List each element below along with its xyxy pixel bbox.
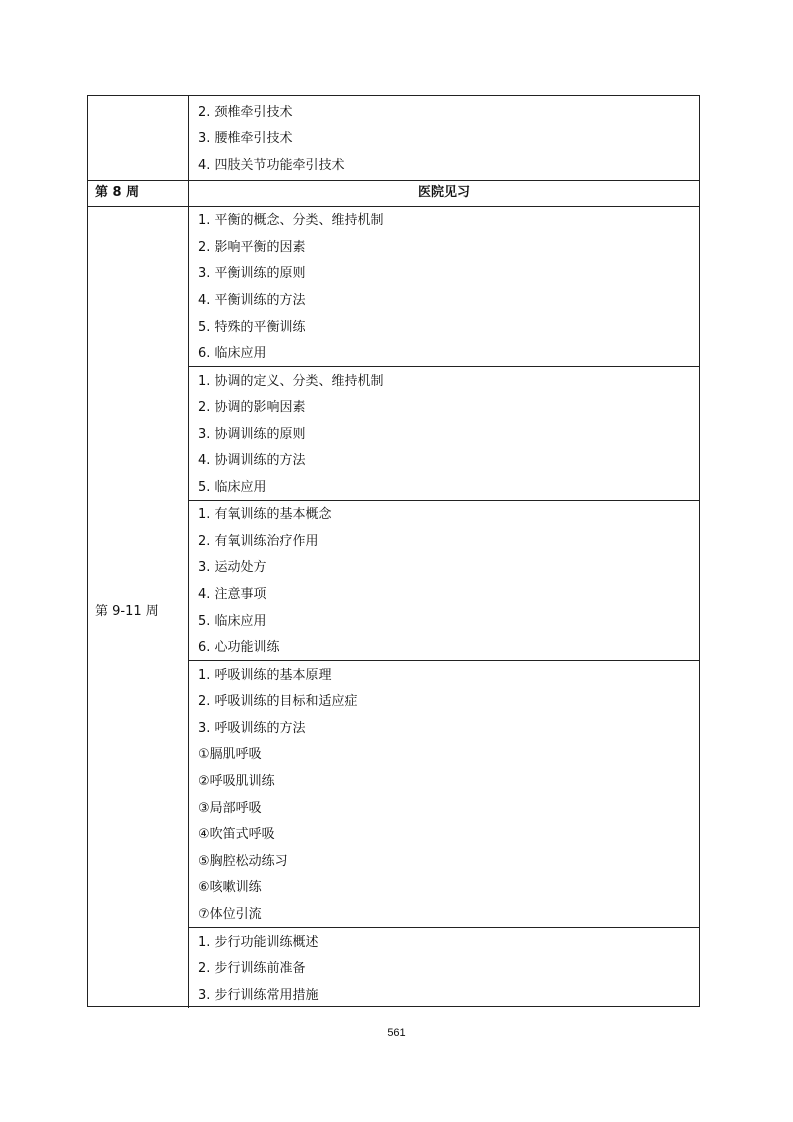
list-item: 2. 协调的影响因素 [198, 400, 306, 415]
list-item: 3. 呼吸训练的方法 [198, 721, 306, 736]
row-divider [88, 206, 699, 207]
section-divider [188, 366, 699, 367]
list-item: 1. 平衡的概念、分类、维持机制 [198, 213, 384, 228]
section-divider [188, 500, 699, 501]
page-number: 561 [387, 1027, 406, 1039]
section-divider [188, 660, 699, 661]
list-item: ②呼吸肌训练 [198, 774, 275, 789]
list-item: ⑦体位引流 [198, 907, 262, 922]
section-divider [188, 927, 699, 928]
list-item: ①膈肌呼吸 [198, 747, 262, 762]
list-item: 2. 有氧训练治疗作用 [198, 534, 319, 549]
list-item: 3. 协调训练的原则 [198, 427, 306, 442]
list-item: 1. 协调的定义、分类、维持机制 [198, 374, 384, 389]
list-item: 4. 注意事项 [198, 587, 267, 602]
list-item: 5. 临床应用 [198, 614, 267, 629]
list-item: 1. 呼吸训练的基本原理 [198, 668, 332, 683]
list-item: 4. 四肢关节功能牵引技术 [198, 158, 345, 173]
list-item: ⑤胸腔松动练习 [198, 854, 288, 869]
list-item: 4. 协调训练的方法 [198, 453, 306, 468]
list-item: 6. 临床应用 [198, 346, 267, 361]
column-divider [188, 96, 189, 1008]
list-item: 3. 平衡训练的原则 [198, 266, 306, 281]
list-item: 2. 步行训练前准备 [198, 961, 306, 976]
list-item: 1. 有氧训练的基本概念 [198, 507, 332, 522]
list-item: 1. 步行功能训练概述 [198, 935, 319, 950]
list-item: 3. 腰椎牵引技术 [198, 131, 293, 146]
list-item: 5. 特殊的平衡训练 [198, 320, 306, 335]
list-item: 3. 步行训练常用措施 [198, 988, 319, 1003]
list-item: 3. 运动处方 [198, 560, 267, 575]
list-item: ⑥咳嗽训练 [198, 880, 262, 895]
list-item: 2. 影响平衡的因素 [198, 240, 306, 255]
list-item: ④吹笛式呼吸 [198, 827, 275, 842]
list-item: 6. 心功能训练 [198, 640, 280, 655]
list-item: 4. 平衡训练的方法 [198, 293, 306, 308]
list-item: 5. 临床应用 [198, 480, 267, 495]
syllabus-table [87, 95, 700, 1007]
list-item: 2. 颈椎牵引技术 [198, 105, 293, 120]
list-item: ③局部呼吸 [198, 801, 262, 816]
week-8-label: 第 8 周 [95, 185, 140, 200]
week-9-11-label: 第 9-11 周 [95, 604, 159, 619]
list-item: 2. 呼吸训练的目标和适应症 [198, 694, 358, 709]
hospital-practice-label: 医院见习 [417, 185, 470, 200]
